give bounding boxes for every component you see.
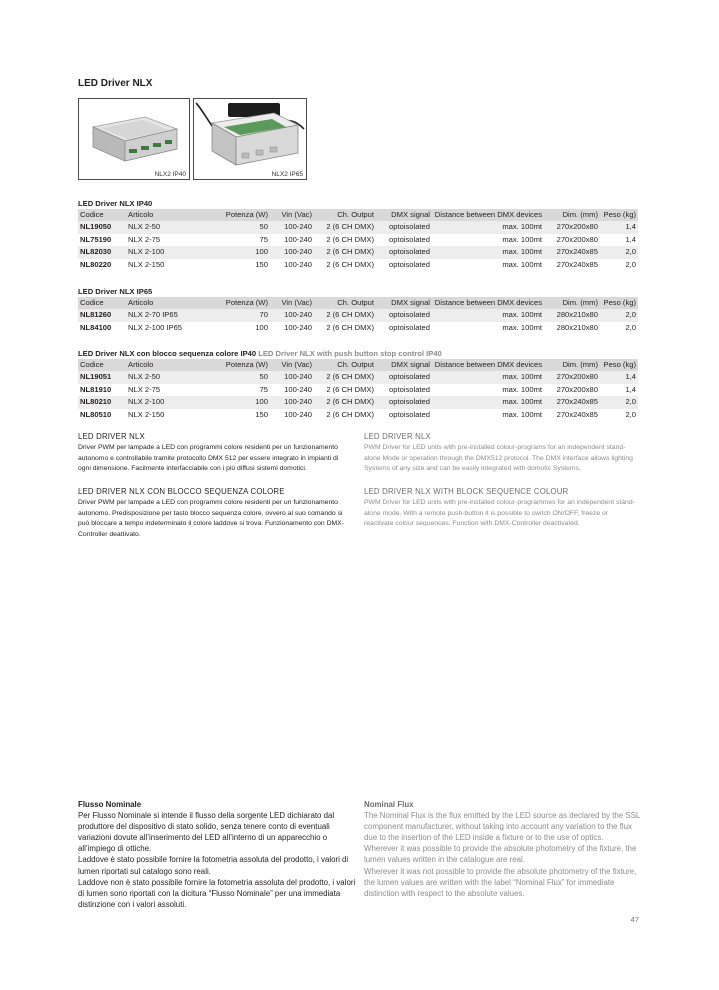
- column-header-power: Potenza (W): [198, 359, 270, 371]
- cell-ch-output: 2 (6 CH DMX): [326, 409, 374, 419]
- cell-code: NL19051: [78, 371, 126, 383]
- column-header-dimensions: Dim. (mm): [544, 297, 600, 309]
- cell-dimensions: 270x240x85: [556, 409, 598, 419]
- product-photo-ip40: [78, 98, 190, 180]
- column-header-dmx-signal: DMX signal: [376, 297, 432, 309]
- flux-paragraph: Wherever it was not possible to provide the absolute photometry of the fixture, the lumen values are written with the label “Nominal Flux” for immediate distinction with respect to the absolute values.: [364, 866, 637, 898]
- column-header-article: Articolo: [126, 359, 198, 371]
- cell-dmx-signal: optoisolated: [389, 384, 430, 394]
- description-heading: LED DRIVER NLX CON BLOCCO SEQUENZA COLORE: [78, 487, 285, 496]
- spec-title: [78, 286, 638, 297]
- cell-vin: 100-240: [284, 259, 312, 269]
- description-text: Driver PWM per lampade a LED con programmi colore residenti per un funzionamento autonomo e controllabile tramite protocollo DMX 512 per essere integrato in impianti di ogni dimensione. Facilmente interfacciabile con i più diffusi sistemi domotici.: [78, 443, 339, 473]
- table-row: [78, 221, 638, 233]
- page-number: 47: [630, 915, 639, 924]
- cell-weight: 1,4: [600, 371, 638, 383]
- cell-article: NLX 2-50: [126, 371, 198, 383]
- cell-weight: 1,4: [625, 384, 636, 394]
- column-header-code: Codice: [78, 359, 126, 371]
- spec-section-ip40: [78, 198, 638, 271]
- flux-note-en: [364, 799, 642, 899]
- description-heading: LED DRIVER NLX: [364, 432, 431, 441]
- cell-ch-output: 2 (6 CH DMX): [314, 396, 376, 408]
- cell-article: NLX 2-70 IP65: [126, 309, 198, 321]
- column-header-vin: Vin (Vac): [270, 359, 314, 371]
- cell-dimensions: 280x210x80: [544, 309, 600, 321]
- cell-code: NL19050: [78, 221, 126, 233]
- cell-dimensions: 280x210x80: [556, 322, 598, 332]
- flux-paragraph: Wherever it was possible to provide the absolute photometry of the fixture, the lumen values written in the catalogue are real.: [364, 844, 637, 865]
- description-heading: LED DRIVER NLX: [78, 432, 145, 441]
- cell-code: NL80220: [80, 259, 112, 269]
- table-row: [78, 309, 638, 321]
- cell-vin: 100-240: [284, 234, 312, 244]
- cell-vin: 100-240: [284, 322, 312, 332]
- cell-article: NLX 2-75: [128, 384, 161, 394]
- cell-vin: 100-240: [270, 371, 314, 383]
- table-row: [78, 246, 638, 258]
- led-driver-box-ip40-image: [79, 99, 189, 179]
- cell-dmx-distance: max. 100mt: [502, 384, 542, 394]
- cell-vin: 100-240: [270, 309, 314, 321]
- cell-weight: 1,4: [600, 221, 638, 233]
- product-photo-ip65: [193, 98, 307, 180]
- cell-dmx-signal: optoisolated: [376, 246, 432, 258]
- column-header-vin: Vin (Vac): [270, 209, 314, 221]
- cell-vin: 100-240: [270, 396, 314, 408]
- spec-table: [78, 359, 638, 421]
- spec-title: [78, 348, 638, 359]
- column-header-ch-output: Ch. Output: [314, 209, 376, 221]
- cell-ch-output: 2 (6 CH DMX): [326, 234, 374, 244]
- flux-paragraph: Laddove è stato possibile fornire la fotometria assoluta del prodotto, i valori di lumen riportati sul catalogo sono reali.: [78, 855, 349, 876]
- cell-article: NLX 2-100: [126, 246, 198, 258]
- cell-dimensions: 270x200x80: [544, 221, 600, 233]
- column-header-power: Potenza (W): [198, 297, 270, 309]
- cell-dimensions: 270x240x85: [544, 246, 600, 258]
- cell-ch-output: 2 (6 CH DMX): [314, 309, 376, 321]
- cell-dmx-signal: optoisolated: [389, 259, 430, 269]
- cell-dimensions: 270x240x85: [556, 259, 598, 269]
- cell-code: NL80210: [78, 396, 126, 408]
- column-header-power: Potenza (W): [198, 209, 270, 221]
- cell-dimensions: 270x240x85: [544, 396, 600, 408]
- led-driver-box-ip65-image: [194, 99, 306, 179]
- cell-power: 75: [259, 384, 268, 394]
- flux-paragraph: Per Flusso Nominale si intende il flusso della sorgente LED dichiarato dal produttore del dispositivo di stato solido, senza tenere conto di eventuali variazioni dovute all’inserimento del LED all’interno di un apparecchio o all’impiego di ottiche.: [78, 811, 335, 854]
- cell-dmx-distance: max. 100mt: [502, 322, 542, 332]
- cell-dmx-distance: max. 100mt: [502, 259, 542, 269]
- table-header-row: [78, 209, 638, 221]
- spec-title-text: LED Driver NLX IP40: [78, 199, 153, 208]
- cell-weight: 2,0: [625, 409, 636, 419]
- cell-article: NLX 2-150: [128, 409, 165, 419]
- cell-ch-output: 2 (6 CH DMX): [314, 371, 376, 383]
- cell-dmx-signal: optoisolated: [376, 221, 432, 233]
- column-header-weight: Peso (kg): [600, 297, 638, 309]
- cell-vin: 100-240: [270, 246, 314, 258]
- column-header-weight: Peso (kg): [600, 209, 638, 221]
- column-header-dmx-distance: Distance between DMX devices: [432, 297, 544, 309]
- column-header-dimensions: Dim. (mm): [544, 359, 600, 371]
- table-row: [78, 371, 638, 383]
- cell-weight: 2,0: [600, 246, 638, 258]
- cell-dmx-distance: max. 100mt: [432, 371, 544, 383]
- cell-dmx-distance: max. 100mt: [432, 221, 544, 233]
- cell-code: NL80510: [80, 409, 112, 419]
- spec-title-alt: LED Driver NLX with push button stop control IP40: [258, 349, 442, 358]
- cell-power: 50: [198, 221, 270, 233]
- table-header-row: [78, 297, 638, 309]
- cell-dimensions: 270x200x80: [556, 234, 598, 244]
- column-header-vin: Vin (Vac): [270, 297, 314, 309]
- description-text: PWM Driver for LED units with pre-installed colour-programs for an independent stand-alone Mode or operation through the DMX512 protocol. The DMX interface allows lighting Systems of any size and can be easily integrated with domotic Systems.: [364, 443, 633, 473]
- column-header-article: Articolo: [126, 209, 198, 221]
- cell-ch-output: 2 (6 CH DMX): [326, 322, 374, 332]
- flux-note-it: [78, 799, 356, 910]
- cell-vin: 100-240: [270, 221, 314, 233]
- cell-article: NLX 2-75: [128, 234, 161, 244]
- cell-dmx-signal: optoisolated: [389, 234, 430, 244]
- description-text: Driver PWM per lampade a LED con programmi colore residenti per un funzionamento autonomo. Predisposizione per tasto blocco sequenza colore, ovvero al suo comando si può bloccare a tempo indeterminato il colore laddove si trova. Funzionamento con DMX-Controller deattivato.: [78, 498, 344, 539]
- cell-dmx-distance: max. 100mt: [502, 234, 542, 244]
- cell-dmx-signal: optoisolated: [389, 409, 430, 419]
- cell-vin: 100-240: [284, 409, 312, 419]
- cell-dmx-distance: max. 100mt: [432, 309, 544, 321]
- spec-section-block-sequence: [78, 348, 638, 421]
- cell-weight: 2,0: [625, 259, 636, 269]
- flux-heading: Flusso Nominale: [78, 800, 142, 809]
- column-header-dmx-signal: DMX signal: [376, 209, 432, 221]
- spec-section-ip65: [78, 286, 638, 334]
- description-it-1: [78, 432, 353, 475]
- spec-table: [78, 297, 638, 334]
- spec-title-text: LED Driver NLX IP65: [78, 287, 153, 296]
- cell-code: NL82030: [78, 246, 126, 258]
- column-header-dmx-distance: Distance between DMX devices: [432, 359, 544, 371]
- cell-dimensions: 270x200x80: [556, 384, 598, 394]
- cell-power: 150: [255, 409, 268, 419]
- flux-paragraph: Laddove non è stato possibile fornire la fotometria assoluta del prodotto, i valori di lumen sono riportati con la dicitura “Flusso Nominale” per una immediata distinzione con i valori assoluti.: [78, 877, 356, 909]
- cell-power: 70: [198, 309, 270, 321]
- column-header-code: Codice: [78, 209, 126, 221]
- cell-dmx-distance: max. 100mt: [432, 396, 544, 408]
- cell-power: 50: [198, 371, 270, 383]
- table-row: [78, 234, 638, 246]
- table-row: [78, 322, 638, 334]
- cell-dmx-signal: optoisolated: [376, 396, 432, 408]
- column-header-ch-output: Ch. Output: [314, 297, 376, 309]
- cell-article: NLX 2-150: [128, 259, 165, 269]
- flux-paragraph: The Nominal Flux is the flux emitted by the LED source as declared by the SSL component manufacturer, without taking into account any variation to the flux due to the insertion of the LED inside a fixture or to the use of optics.: [364, 811, 641, 843]
- cell-dmx-signal: optoisolated: [389, 322, 430, 332]
- cell-code: NL84100: [80, 322, 112, 332]
- cell-power: 150: [255, 259, 268, 269]
- cell-dmx-distance: max. 100mt: [432, 246, 544, 258]
- cell-weight: 1,4: [625, 234, 636, 244]
- spec-title: [78, 198, 638, 209]
- cell-code: NL81910: [80, 384, 112, 394]
- table-row: [78, 409, 638, 421]
- cell-weight: 2,0: [600, 396, 638, 408]
- column-header-dmx-signal: DMX signal: [376, 359, 432, 371]
- cell-power: 100: [198, 246, 270, 258]
- description-it-2: [78, 487, 353, 541]
- table-row: [78, 259, 638, 271]
- cell-article: NLX 2-50: [126, 221, 198, 233]
- column-header-weight: Peso (kg): [600, 359, 638, 371]
- cell-power: 100: [255, 322, 268, 332]
- description-heading: LED DRIVER NLX WITH BLOCK SEQUENCE COLOUR: [364, 487, 569, 496]
- cell-weight: 2,0: [625, 322, 636, 332]
- cell-ch-output: 2 (6 CH DMX): [314, 221, 376, 233]
- cell-ch-output: 2 (6 CH DMX): [314, 246, 376, 258]
- column-header-article: Articolo: [126, 297, 198, 309]
- cell-ch-output: 2 (6 CH DMX): [326, 259, 374, 269]
- description-en-1: [364, 432, 639, 475]
- cell-dimensions: 270x200x80: [544, 371, 600, 383]
- spec-table: [78, 209, 638, 271]
- cell-dmx-signal: optoisolated: [376, 309, 432, 321]
- cell-power: 75: [259, 234, 268, 244]
- cell-code: NL81260: [78, 309, 126, 321]
- cell-power: 100: [198, 396, 270, 408]
- spec-title-text: LED Driver NLX con blocco sequenza colore IP40: [78, 349, 257, 358]
- cell-code: NL75190: [80, 234, 112, 244]
- flux-heading: Nominal Flux: [364, 800, 414, 809]
- cell-dmx-distance: max. 100mt: [502, 409, 542, 419]
- page-title: LED Driver NLX: [78, 78, 153, 89]
- column-header-dmx-distance: Distance between DMX devices: [432, 209, 544, 221]
- cell-weight: 2,0: [600, 309, 638, 321]
- column-header-dimensions: Dim. (mm): [544, 209, 600, 221]
- description-text: PWM Driver for LED units with pre-installed colour-programmes for an independent stand-alone mode. With a remote push-button it is possible to switch ON/OFF, freeze or reactivate colour sequences. Function with DMX-Controller deactivated.: [364, 498, 635, 528]
- column-header-code: Codice: [78, 297, 126, 309]
- column-header-ch-output: Ch. Output: [314, 359, 376, 371]
- cell-article: NLX 2-100: [126, 396, 198, 408]
- cell-vin: 100-240: [284, 384, 312, 394]
- table-row: [78, 396, 638, 408]
- cell-dmx-signal: optoisolated: [376, 371, 432, 383]
- cell-article: NLX 2-100 IP65: [128, 322, 183, 332]
- photo-caption: NLX2 IP40: [154, 171, 186, 178]
- table-header-row: [78, 359, 638, 371]
- photo-caption: NLX2 IP65: [271, 171, 303, 178]
- table-row: [78, 384, 638, 396]
- description-en-2: [364, 487, 639, 530]
- cell-ch-output: 2 (6 CH DMX): [326, 384, 374, 394]
